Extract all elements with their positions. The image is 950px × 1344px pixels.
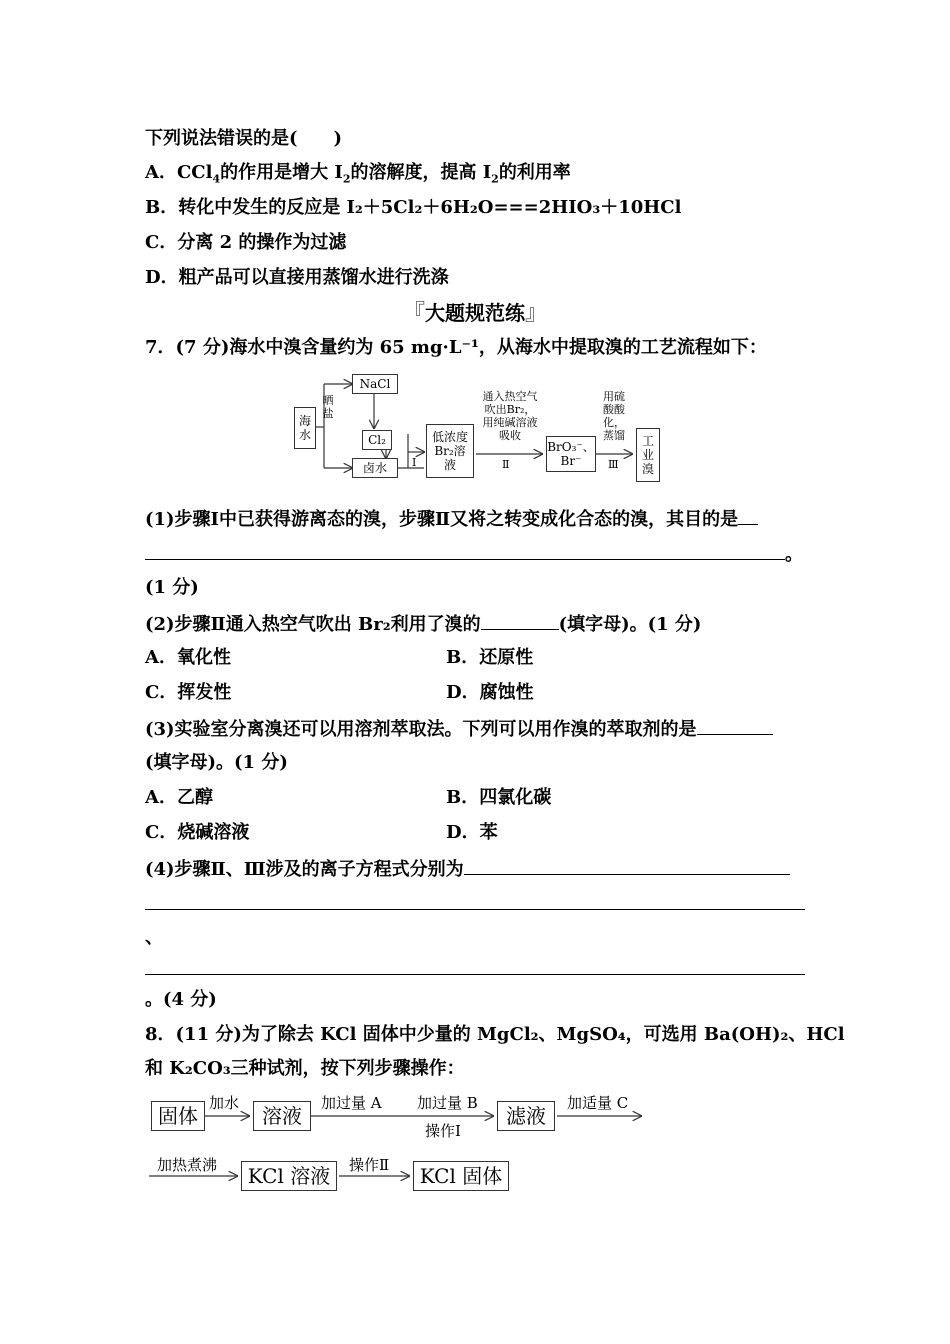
q7-part1-score: (1 分)	[145, 577, 199, 598]
answer-blank[interactable]	[145, 956, 805, 975]
q7-part3-opt-b: B．四氯化碳	[446, 787, 552, 808]
q7-part4-line2	[145, 956, 805, 982]
flow-step2: Ⅱ	[502, 458, 510, 471]
q7-stem: 7．(7 分)海水中溴含量约为 65 mg·L⁻¹，从海水中提取溴的工艺流程如下：	[145, 337, 767, 358]
flow-seawater: 海水	[294, 407, 316, 449]
flow-op2: 操作Ⅱ	[349, 1156, 390, 1174]
q7-part2-opt-a: A．氧化性	[145, 647, 231, 668]
flow-add-b: 加过量 B	[417, 1094, 478, 1112]
q6-option-b: B．转化中发生的反应是 I₂＋5Cl₂＋6H₂O===2HIO₃＋10HCl	[145, 197, 682, 218]
flow-op1: 操作Ⅰ	[425, 1122, 461, 1140]
q6-prompt: 下列说法错误的是( )	[145, 128, 343, 149]
q8-flowchart	[145, 1092, 665, 1202]
flow-add-water: 加水	[209, 1094, 240, 1112]
q8-stem-1: 8．(11 分)为了除去 KCl 固体中少量的 MgCl₂、MgSO₄，可选用 Ba(OH)₂、HCl	[145, 1024, 845, 1045]
q7-part3-opt-d: D．苯	[446, 822, 498, 843]
flow-brine: 卤水	[352, 458, 398, 478]
answer-blank[interactable]	[738, 506, 758, 525]
flow-kcl-solid: KCl 固体	[413, 1161, 509, 1191]
flow-step2-desc: 通入热空气吹出Br₂，用纯碱溶液吸收	[482, 390, 538, 442]
flow-filtrate: 滤液	[497, 1101, 555, 1131]
q6-option-d: D．粗产品可以直接用蒸馏水进行洗涤	[145, 267, 449, 288]
flow-low-br2: 低浓度Br₂溶液	[426, 424, 474, 478]
flow-kcl-solution: KCl 溶液	[241, 1161, 337, 1191]
flow-nacl: NaCl	[352, 374, 398, 394]
flow-product: 工业溴	[636, 428, 660, 482]
q7-part4-line1	[145, 891, 805, 917]
q7-part3-opt-c: C．烧碱溶液	[145, 822, 250, 843]
q7-part4-sep: 、	[145, 927, 163, 948]
flow-step3: Ⅲ	[608, 458, 619, 471]
q7-part2: (2)步骤Ⅱ通入热空气吹出 Br₂利用了溴的 (填字母)。(1 分)	[145, 611, 701, 637]
flow-add-c: 加适量 C	[567, 1094, 629, 1112]
answer-blank[interactable]	[481, 611, 559, 630]
flow-bro3: BrO₃⁻、Br⁻	[546, 436, 596, 472]
q7-part1: (1)步骤Ⅰ中已获得游离态的溴，步骤Ⅱ又将之转变成化合态的溴，其目的是	[145, 506, 758, 532]
q7-part2-opt-c: C．挥发性	[145, 682, 232, 703]
flow-step3-desc: 用硫酸酸化，蒸馏	[603, 390, 625, 442]
q8-stem-2: 和 K₂CO₃三种试剂，按下列步骤操作：	[145, 1058, 465, 1079]
q7-part2-opt-b: B．还原性	[446, 647, 534, 668]
q7-part2-opt-d: D．腐蚀性	[446, 682, 534, 703]
q7-flowchart	[290, 372, 670, 482]
flow-add-a: 加过量 A	[321, 1094, 382, 1112]
answer-blank[interactable]	[145, 541, 785, 560]
section-title: 『大题规范练』	[402, 301, 548, 326]
answer-blank[interactable]	[464, 856, 790, 875]
flow-solution: 溶液	[253, 1101, 311, 1131]
q7-part4: (4)步骤Ⅱ、Ⅲ涉及的离子方程式分别为	[145, 856, 790, 882]
flow-cl2: Cl₂	[362, 430, 392, 450]
flow-evaporate-label: 晒盐	[322, 394, 334, 420]
q7-part1-line: 。	[145, 541, 803, 567]
answer-blank[interactable]	[145, 891, 805, 910]
q7-part3: (3)实验室分离溴还可以用溶剂萃取法。下列可以用作溴的萃取剂的是	[145, 716, 773, 742]
q6-option-c: C．分离 2 的操作为过滤	[145, 232, 347, 253]
q7-part3-cont: (填字母)。(1 分)	[145, 752, 288, 773]
q7-part3-opt-a: A．乙醇	[145, 787, 213, 808]
q6-option-a: A．CCl$_4$的作用是增大 $I_2$的溶解度，提高 $I_2$的利用率	[145, 162, 571, 186]
flow-step1: Ⅰ	[412, 456, 417, 469]
flow-solid: 固体	[151, 1101, 205, 1131]
answer-blank[interactable]	[697, 716, 773, 735]
q7-part4-end: 。(4 分)	[145, 989, 217, 1010]
flow-boil: 加热煮沸	[157, 1156, 218, 1174]
